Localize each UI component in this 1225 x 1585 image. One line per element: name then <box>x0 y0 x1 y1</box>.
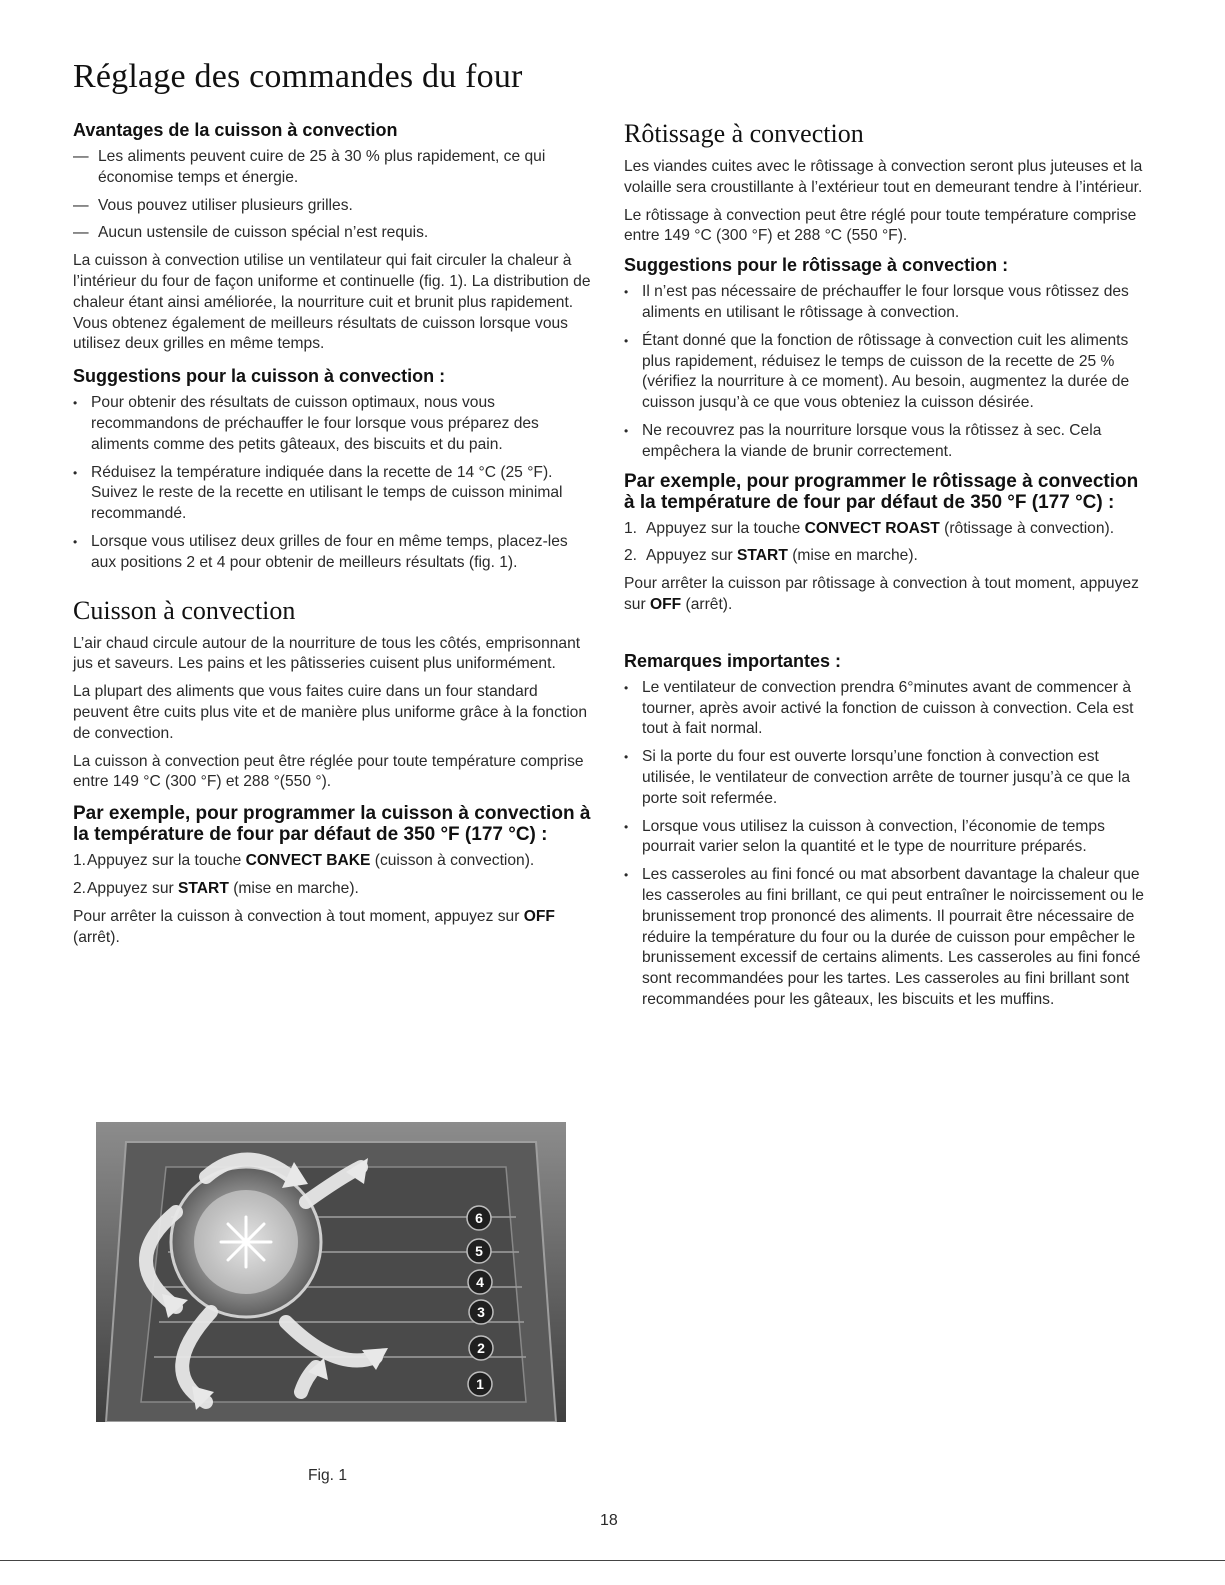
advantages-list <box>73 147 593 244</box>
rack-number-2: 2 <box>477 1340 485 1356</box>
rack-number-5: 5 <box>475 1243 483 1259</box>
bake-paragraph-1: L’air chaud circule autour de la nourriture de tous les côtés, emprisonnant jus et saveurs. Les pains et les pâtisseries cuisent plus uniformément. <box>73 634 581 673</box>
advantages-heading: Avantages de la cuisson à convection <box>73 120 398 140</box>
roast-suggestions-list <box>624 282 1144 462</box>
list-item: — Les aliments peuvent cuire de 25 à 30 % plus rapidement, ce qui économise temps et énergie. <box>73 147 593 189</box>
rack-number-3: 3 <box>477 1304 485 1320</box>
bake-suggestions-list <box>73 393 593 573</box>
list-item: • Les casseroles au fini foncé ou mat absorbent davantage la chaleur que les casseroles au fini brillant, ce qui peut entraîner le noircissement ou le brunissement trop prononcé des aliments. Il pourrait être nécessaire de réduire la température du four ou la durée de cuisson pour empêcher le brunissement excessif de certains aliments. Les casseroles au fini foncé sont recommandées pour les tartes. Les casseroles au fini brillant sont recommandées pour les gâteaux, les biscuits et les muffins. <box>624 865 1144 1011</box>
step-number: 1. <box>624 519 638 537</box>
bake-suggestions-heading: Suggestions pour la cuisson à convection : <box>73 366 446 387</box>
rack-number-4: 4 <box>476 1274 484 1290</box>
convection-roast-heading: Rôtissage à convection <box>624 119 864 148</box>
list-item: • Étant donné que la fonction de rôtissage à convection cuit les aliments plus rapidement, réduisez le temps de cuisson de la recette de 25 % (vérifiez la nourriture à ce moment). Au besoin, augmentez la durée de cuisson jusqu’à ce que vous obteniez la cuisson désirée. <box>624 331 1144 414</box>
stop-text: Pour arrêter la cuisson à convection à tout moment, appuyez sur <box>73 907 520 925</box>
roast-suggestions-heading: Suggestions pour le rôtissage à convection : <box>624 255 1009 276</box>
list-item: • Pour obtenir des résultats de cuisson optimaux, nous vous recommandons de préchauffer le four lorsque vous préparez des aliments comme des petits gâteaux, des biscuits et du pain. <box>73 393 593 455</box>
bake-example-heading: Par exemple, pour programmer la cuisson à convection à la température de four par défaut de 350 °F (177 °C) : <box>73 803 591 846</box>
page-number: 18 <box>600 1512 618 1529</box>
stop-text: (arrêt). <box>73 928 120 946</box>
list-item: • Réduisez la température indiquée dans la recette de 14 °C (25 °F). Suivez le reste de la recette en utilisant le temps de cuisson minimal recommandé. <box>73 463 593 525</box>
list-item: — Aucun ustensile de cuisson spécial n’est requis. <box>73 223 593 244</box>
list-item: • Lorsque vous utilisez deux grilles de four en même temps, placez-les aux positions 2 et 4 pour obtenir de meilleurs résultats (fig. 1). <box>73 532 593 574</box>
rack-number-1: 1 <box>476 1376 484 1392</box>
step-1 <box>73 851 593 872</box>
rack-number-6: 6 <box>475 1210 483 1226</box>
step-1 <box>624 519 1144 540</box>
list-item: • Le ventilateur de convection prendra 6°minutes avant de commencer à tourner, après avoir activé la fonction de cuisson à convection. Cela est tout à fait normal. <box>624 678 1144 740</box>
roast-stop-paragraph <box>624 574 1144 616</box>
oven-illustration <box>96 1122 566 1422</box>
roast-example-heading: Par exemple, pour programmer le rôtissage à convection à la température de four par défaut de 350 °F (177 °C) : <box>624 470 1139 513</box>
list-item: • Il n’est pas nécessaire de préchauffer le four lorsque vous rôtissez des aliments en utilisant le rôtissage à convection. <box>624 282 1144 324</box>
bake-paragraph-2: La plupart des aliments que vous faites cuire dans un four standard peuvent être cuits plus vite et de manière plus uniforme grâce à la fonction de convection. <box>73 683 588 742</box>
step-number: 1. <box>73 852 87 870</box>
list-item: • Lorsque vous utilisez la cuisson à convection, l’économie de temps pourrait varier selon la quantité et le type de nourriture préparés. <box>624 817 1144 859</box>
step-text: Appuyez sur la touche <box>87 852 242 870</box>
roast-steps <box>624 519 1144 568</box>
roast-paragraph-2: Le rôtissage à convection peut être réglé pour toute température comprise entre 149 °C (300 °F) et 288 °C (550 °F). <box>624 206 1137 245</box>
list-item: — Vous pouvez utiliser plusieurs grilles. <box>73 196 593 217</box>
left-column <box>73 119 593 955</box>
important-notes-heading: Remarques importantes : <box>624 650 842 671</box>
roast-paragraph-1: Les viandes cuites avec le rôtissage à convection seront plus juteuses et la volaille sera croustillante à l’extérieur tout en demeurant tendre à l’intérieur. <box>624 158 1143 196</box>
step-text: (mise en marche). <box>233 879 359 897</box>
step-text: (rôtissage à convection). <box>944 519 1115 537</box>
convect-roast-key: CONVECT ROAST <box>804 519 940 537</box>
convect-bake-key: CONVECT BAKE <box>245 852 371 870</box>
bake-steps <box>73 851 593 900</box>
advantages-paragraph: La cuisson à convection utilise un ventilateur qui fait circuler la chaleur à l’intérieur du four de façon uniforme et continuelle (fig. 1). La distribution de chaleur étant ainsi améliorée, la nourriture cuit et brunit plus rapidement. Vous obtenez également de meilleurs résultats de cuisson lorsque vous utilisez deux grilles en même temps. <box>73 252 591 353</box>
step-text: (mise en marche). <box>792 547 918 565</box>
start-key: START <box>178 879 229 897</box>
step-number: 2. <box>73 879 87 897</box>
step-text: Appuyez sur <box>646 547 733 565</box>
bottom-rule <box>0 1560 1225 1561</box>
page-title: Réglage des commandes du four <box>73 58 523 95</box>
step-text: Appuyez sur la touche <box>646 519 801 537</box>
figure-caption: Fig. 1 <box>308 1467 347 1484</box>
oven-fan-figure <box>96 1122 566 1422</box>
start-key: START <box>737 547 788 565</box>
step-number: 2. <box>624 547 638 565</box>
bake-paragraph-3: La cuisson à convection peut être réglée pour toute température comprise entre 149 °C (300 °F) et 288 °(550 °). <box>73 752 584 791</box>
right-column <box>624 119 1144 1018</box>
list-item: • Ne recouvrez pas la nourriture lorsque vous la rôtissez à sec. Cela empêchera la viande de brunir correctement. <box>624 421 1144 463</box>
bake-stop-paragraph <box>73 907 593 949</box>
off-key: OFF <box>523 907 555 925</box>
step-2 <box>73 879 593 900</box>
stop-text: (arrêt). <box>685 595 733 613</box>
step-text: (cuisson à convection). <box>374 852 535 870</box>
convection-bake-heading: Cuisson à convection <box>73 595 296 625</box>
stop-text: Pour arrêter la cuisson par rôtissage à convection à tout moment, appuyez sur <box>624 575 1139 613</box>
important-notes-list <box>624 678 1144 1011</box>
list-item: • Si la porte du four est ouverte lorsqu’une fonction à convection est utilisée, le ventilateur de convection arrête de tourner jusqu’à ce que la porte soit refermée. <box>624 747 1144 809</box>
off-key: OFF <box>650 595 682 613</box>
step-2 <box>624 546 1144 567</box>
step-text: Appuyez sur <box>87 879 174 897</box>
